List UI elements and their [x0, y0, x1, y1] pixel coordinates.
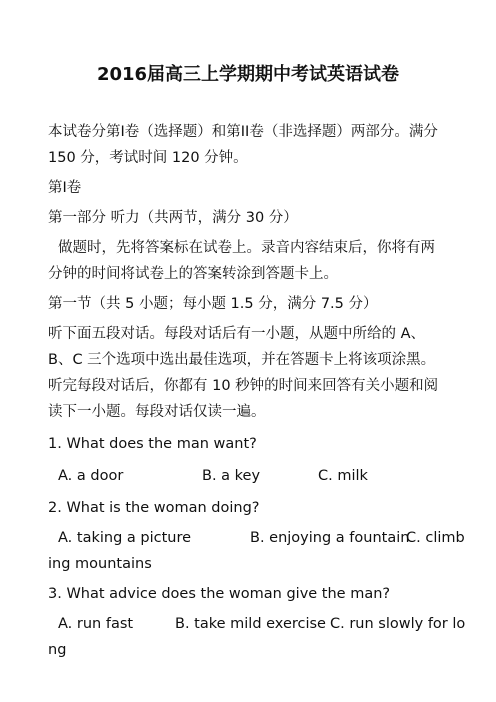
intro-line-1: 本试卷分第I卷（选择题）和第II卷（非选择题）两部分。满分: [48, 124, 438, 140]
q1-option-a: A. a door: [58, 468, 124, 484]
directions-line-4: 读下一小题。每段对话仅读一遍。: [48, 404, 266, 420]
intro-line-2: 150 分，考试时间 120 分钟。: [48, 150, 248, 166]
question-3: 3. What advice does the woman give the man?: [48, 586, 391, 602]
q2-option-b: B. enjoying a fountain: [250, 530, 410, 546]
q2-option-c: C. climb: [406, 530, 465, 546]
section1-heading: 第一节（共 5 小题；每小题 1.5 分，满分 7.5 分）: [48, 296, 378, 312]
directions-line-1: 听下面五段对话。每段对话后有一小题，从题中所给的 A、: [48, 326, 426, 342]
directions-line-2: B、C 三个选项中选出最佳选项，并在答题卡上将该项涂黑。: [48, 352, 436, 368]
q3-option-b: B. take mild exercise: [175, 616, 326, 632]
q3-option-c-continued: ng: [48, 642, 67, 658]
volume-heading: 第I卷: [48, 180, 82, 196]
q1-option-b: B. a key: [202, 468, 261, 484]
instructions-line-1: 做题时，先将答案标在试卷上。录音内容结束后，你将有两: [58, 240, 435, 256]
q3-option-a: A. run fast: [58, 616, 134, 632]
question-1: 1. What does the man want?: [48, 436, 257, 452]
exam-title: 2016届高三上学期期中考试英语试卷: [96, 64, 400, 85]
instructions-line-2: 分钟的时间将试卷上的答案转涂到答题卡上。: [48, 266, 338, 282]
directions-line-3: 听完每段对话后，你都有 10 秒钟的时间来回答有关小题和阅: [48, 378, 439, 394]
question-2: 2. What is the woman doing?: [48, 500, 260, 516]
q2-option-a: A. taking a picture: [58, 530, 192, 546]
q3-option-c: C. run slowly for lo: [330, 616, 466, 632]
q2-option-c-continued: ing mountains: [48, 556, 152, 572]
part1-heading: 第一部分 听力（共两节，满分 30 分）: [48, 210, 298, 226]
q1-option-c: C. milk: [318, 468, 368, 484]
